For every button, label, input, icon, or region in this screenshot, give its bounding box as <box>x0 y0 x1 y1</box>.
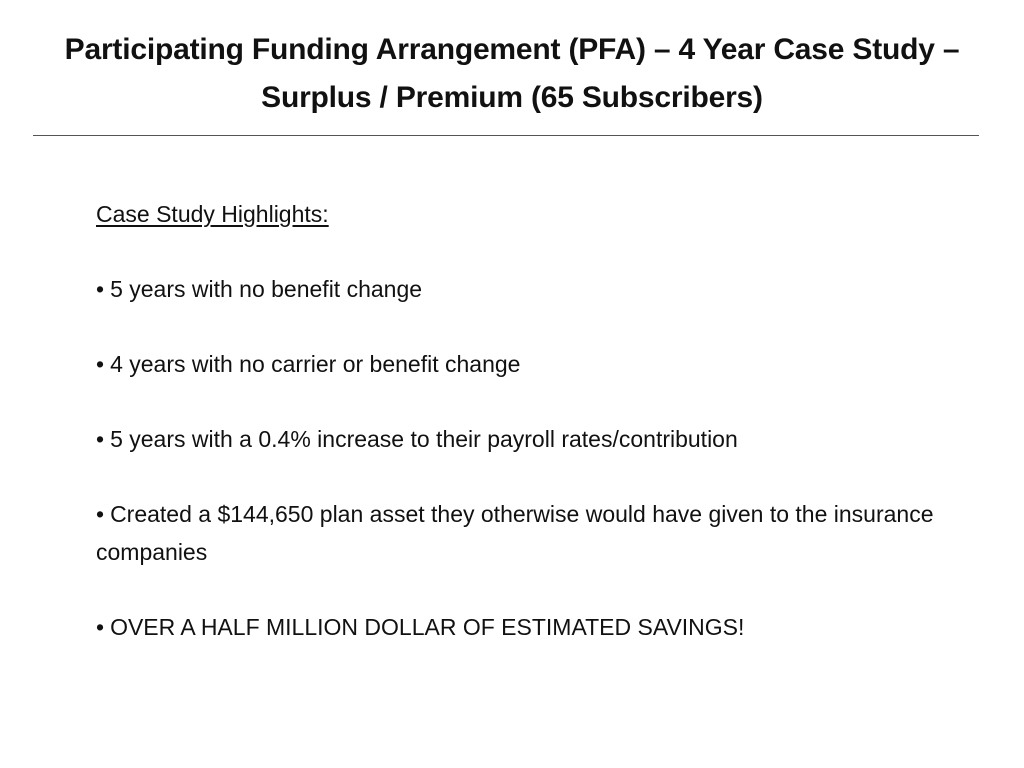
bullet-icon: • <box>96 613 105 640</box>
bullet-icon: • <box>96 426 105 452</box>
bullet-item <box>96 271 956 309</box>
bullet-icon: • <box>96 501 105 527</box>
slide-title: Participating Funding Arrangement (PFA) – 4 Year Case Study – Surplus / Premium (65 Subscribers) <box>64 33 960 114</box>
highlights-heading: Case Study Highlights: <box>96 201 329 227</box>
bullet-item <box>96 609 956 647</box>
title-divider <box>33 135 979 136</box>
slide-content <box>96 196 956 646</box>
bullet-text: Created a $144,650 plan asset they otherwise would have given to the insurance companies <box>96 501 934 565</box>
bullet-item <box>96 496 956 571</box>
bullet-text: 5 years with no benefit change <box>110 276 423 302</box>
bullet-text: OVER A HALF MILLION DOLLAR OF ESTIMATED SAVINGS! <box>110 613 745 640</box>
bullet-text: 4 years with no carrier or benefit change <box>110 351 521 377</box>
bullet-item <box>96 421 956 459</box>
bullet-text: 5 years with a 0.4% increase to their payroll rates/contribution <box>110 426 738 452</box>
bullet-item <box>96 346 956 384</box>
bullet-icon: • <box>96 351 105 377</box>
bullet-icon: • <box>96 276 105 302</box>
